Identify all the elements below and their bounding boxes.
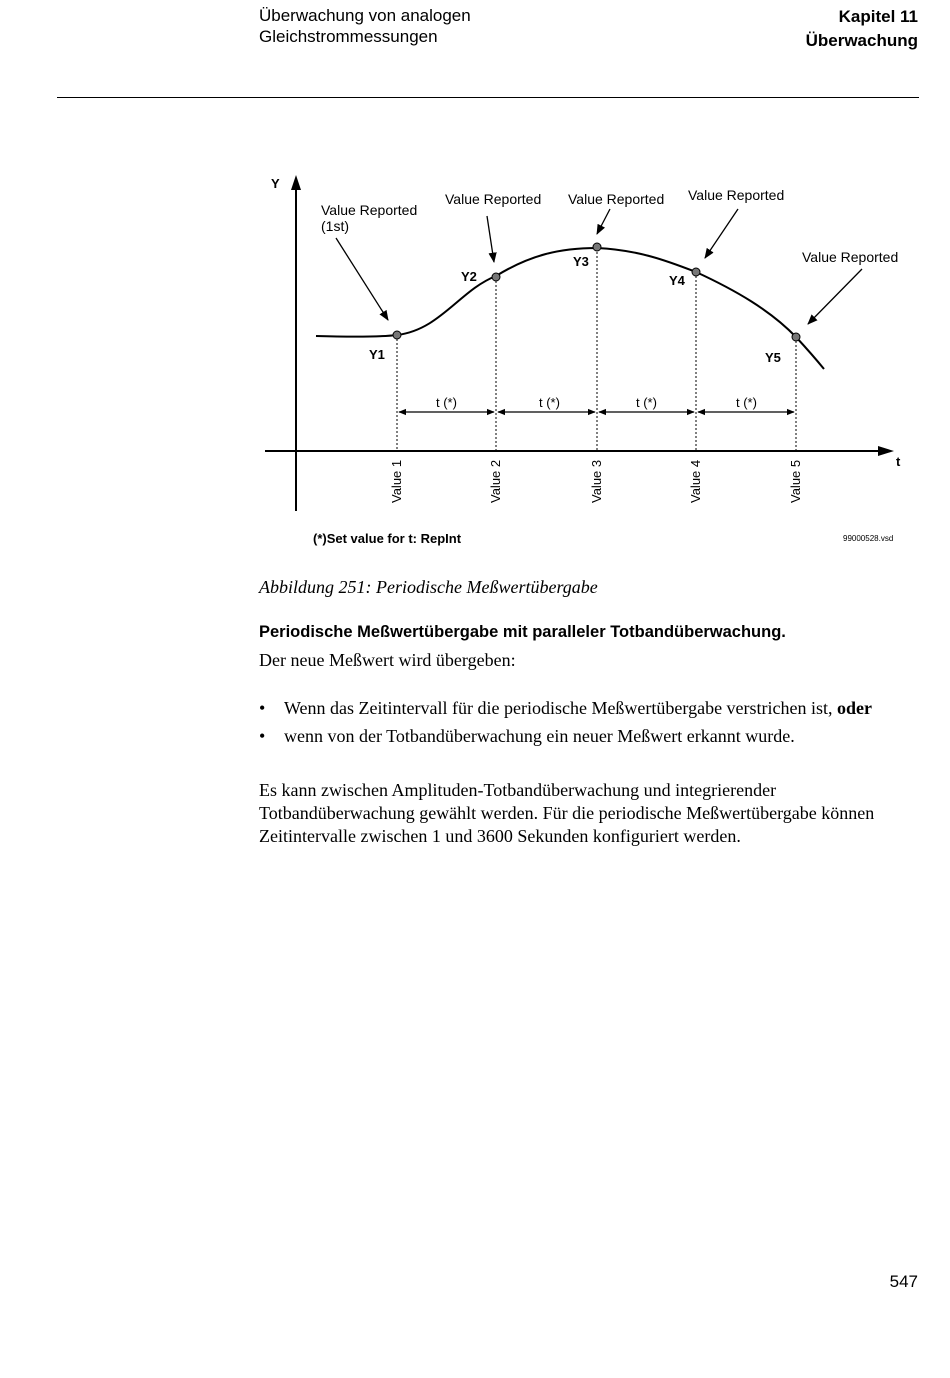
- header-left-line2: Gleichstrommessungen: [259, 27, 438, 46]
- point-label-y2: Y2: [461, 269, 477, 284]
- sample-point-y3: [593, 243, 601, 251]
- figure-file-ref: 99000528.vsd: [843, 534, 894, 543]
- sample-point-y1: [393, 331, 401, 339]
- list-item: [259, 722, 872, 750]
- callout-3: Value Reported: [568, 191, 665, 207]
- header-left-line1: Überwachung von analogen: [259, 6, 471, 25]
- value-label-4: Value 4: [688, 459, 703, 503]
- chapter-title: Überwachung: [805, 31, 918, 50]
- point-label-y5: Y5: [765, 350, 781, 365]
- interval-label-2: t (*): [539, 395, 560, 410]
- value-label-1: Value 1: [389, 459, 404, 503]
- value-label-2: Value 2: [488, 459, 503, 503]
- figure-caption: Abbildung 251: Periodische Meßwertübergabe: [259, 577, 598, 597]
- callout-5: Value Reported: [802, 249, 899, 265]
- bullet-emphasis: oder: [837, 698, 873, 718]
- intro-text: Der neue Meßwert wird übergeben:: [259, 650, 516, 670]
- sample-point-y5: [792, 333, 800, 341]
- value-label-3: Value 3: [589, 459, 604, 503]
- bullet-text: Wenn das Zeitintervall für die periodische Meßwertübergabe verstrichen ist,: [284, 698, 838, 718]
- y-axis-label: Y: [271, 176, 280, 191]
- section-subheading: Periodische Meßwertübergabe mit paralleler Totbandüberwachung.: [259, 623, 786, 641]
- interval-label-4: t (*): [736, 395, 757, 410]
- callout-arrow-2: [487, 216, 494, 262]
- page-number: 547: [889, 1272, 918, 1291]
- value-label-5: Value 5: [788, 459, 803, 503]
- callout-2: Value Reported: [445, 191, 542, 207]
- y-axis-arrowhead: [291, 175, 301, 190]
- chapter-number: Kapitel 11: [838, 7, 918, 26]
- callout-1-line1: Value Reported: [321, 202, 418, 218]
- sample-point-y4: [692, 268, 700, 276]
- point-label-y3: Y3: [573, 254, 589, 269]
- bullet-text: wenn von der Totbandüberwachung ein neuer Meßwert erkannt wurde.: [284, 726, 795, 746]
- figure-footnote: (*)Set value for t: RepInt: [313, 531, 462, 546]
- callout-arrow-3: [597, 209, 610, 234]
- callout-4: Value Reported: [688, 187, 785, 203]
- bullet-list: [259, 694, 872, 750]
- point-label-y4: Y4: [669, 273, 685, 288]
- bullet-icon: •: [259, 726, 266, 746]
- interval-label-1: t (*): [436, 395, 457, 410]
- x-axis-arrowhead: [878, 446, 894, 456]
- list-item: [259, 694, 872, 722]
- periodic-transfer-diagram: [0, 0, 950, 560]
- measurement-curve: [316, 248, 824, 369]
- bullet-icon: •: [259, 698, 266, 718]
- callout-arrow-1: [336, 238, 388, 320]
- point-label-y1: Y1: [369, 347, 385, 362]
- callout-arrow-5: [808, 269, 862, 324]
- callout-arrow-4: [705, 209, 738, 258]
- interval-label-3: t (*): [636, 395, 657, 410]
- callout-1-line2: (1st): [321, 218, 349, 234]
- sample-point-y2: [492, 273, 500, 281]
- body-paragraph: Es kann zwischen Amplituden-Totbandüberwachung und integrierender Totbandüberwachung gewählt werden. Für die periodische Meßwertübergabe können Zeitintervalle zwischen 1 und 3600 Sekunden konfiguriert werden.: [259, 780, 875, 846]
- x-axis-label: t: [896, 454, 901, 469]
